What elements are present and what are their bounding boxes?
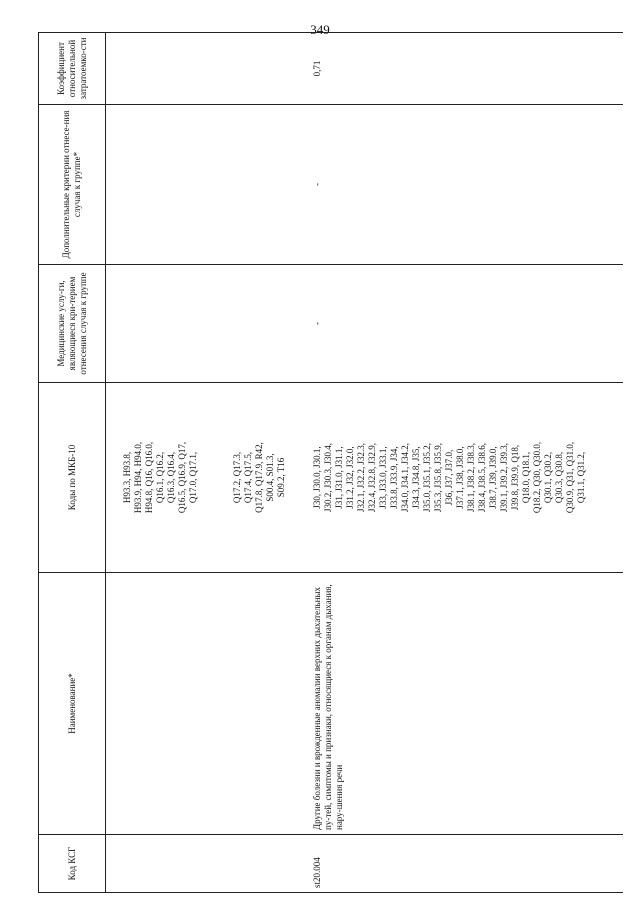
row2-services: - [310,265,623,383]
table-row [120,33,310,893]
header-services: Медицинские услу-ги, являющиеся кри-терием отнесения случая к группе [39,265,106,383]
row2-mkb-codes: J30, J30.0, J30.1, J30.2, J30.3, J30.4, J31, J31.0, J31.1, J31.2, J32, J32.0, J32.1, J32.2, J32.3, J32.4, J32.8, J32.9, J33, J33.0, J33.1, J33.8, J33.9, J34, J34.0, J34.1, J34.2, J34.3, J34.8, J35, J35.0, J35.1, J35.2, J35.3, J35.8, J35.9, J36, J37, J37.0, J37.1, J38, J38.0, J38.1, J38.2, J38.3, J38.4, J38.5, J38.6, J38.7, J39, J39.0, J39.1, J39.2, J39.3, J39.8, J39.9, Q18, Q18.0, Q18.1, Q18.2, Q30, Q30.0, Q30.1, Q30.2, Q30.3, Q30.8, Q30.9, Q31, Q31.0, Q31.1, Q31.2, [310,383,623,573]
header-mkb: Коды по МКБ-10 [39,383,106,573]
header-criteria: Дополнительные критерии отнесе-ния случая к группе* [39,105,106,265]
row1-coef [120,33,310,105]
row1-criteria [120,105,310,265]
header-code: Код КСГ [39,835,106,893]
row2-code: st20.004 [310,835,623,893]
row2-criteria: - [310,105,623,265]
table-header-row [39,33,106,893]
row1-mkb-codes: H93.3, H93.8, H93.9, H94, H94.0, H94.8, Q16, Q16.0, Q16.1, Q16.2, Q16.3, Q16.4, Q16.5, Q16.9, Q17, Q17.0, Q17.1, Q17.2, Q17.3, Q17.4, Q17.5, Q17.8, Q17.9, R42, S00.4, S01.3, S09.2, T16 [120,383,310,573]
row1-name [120,573,310,835]
row1-services [120,265,310,383]
table-row [310,33,623,893]
page-number: 349 [310,22,330,37]
ksg-table [38,32,623,893]
table-row [106,33,121,893]
row1-code [120,835,310,893]
header-name: Наименование* [39,573,106,835]
row2-coef: 0,71 [310,33,623,105]
row2-name: Другие болезни и врожденные аномалии верхних дыхательных пу-тей, симптомы и признаки, относящиеся к органам дыхания, нару-шения речи [310,573,623,835]
rotated-table-wrapper [38,33,623,893]
header-coef: Коэффициент относительной затратоемко-сти [39,33,106,105]
